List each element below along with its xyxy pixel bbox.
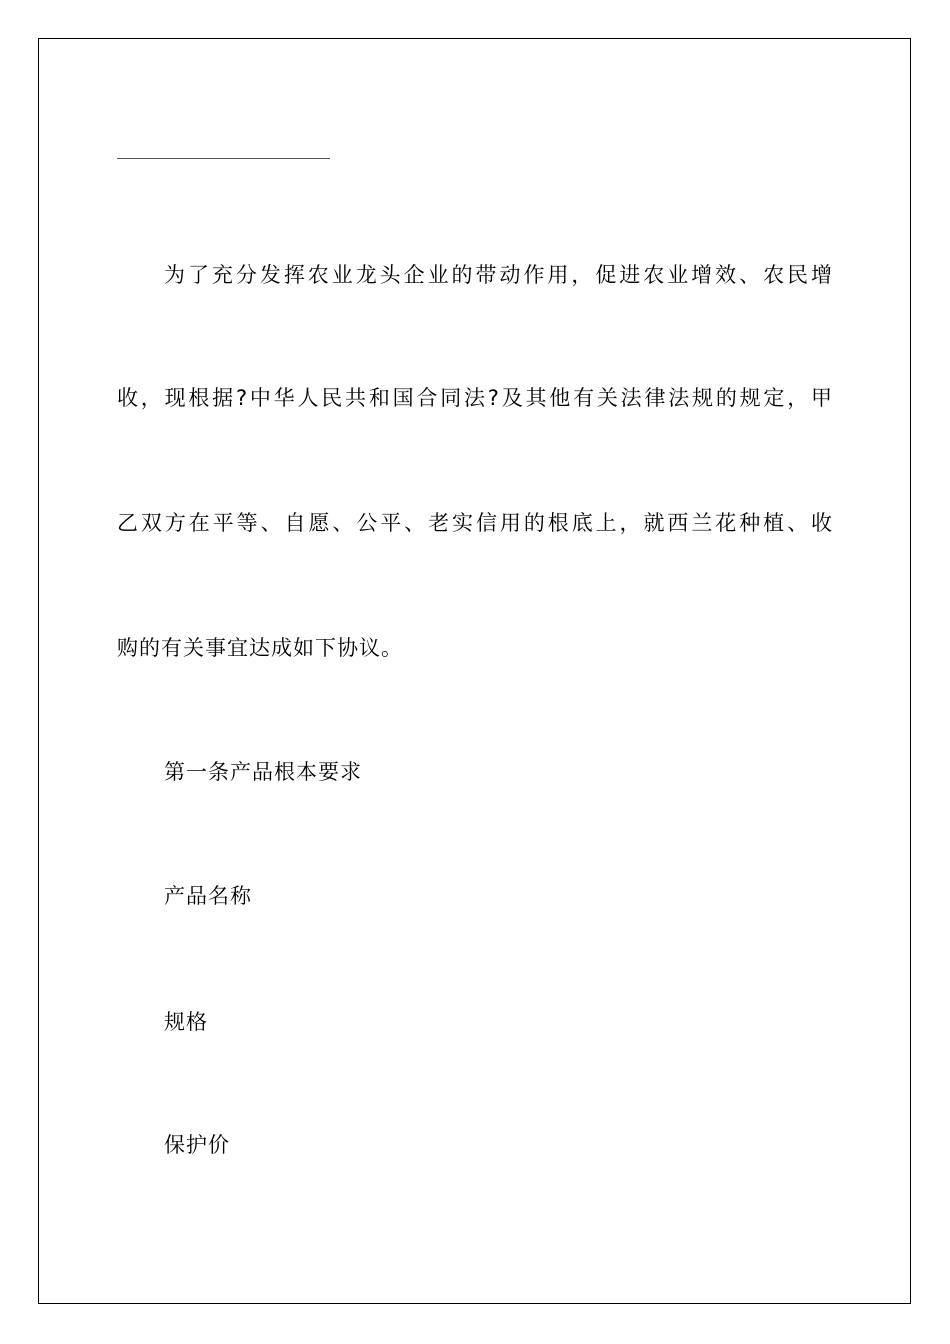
intro-line-4: 购的有关事宜达成如下协议。 [117, 636, 403, 660]
item-specification: 规格 [164, 1010, 208, 1034]
item-product-name: 产品名称 [164, 884, 252, 908]
item-protection-price: 保护价 [164, 1133, 230, 1157]
intro-line-3: 乙双方在平等、自愿、公平、老实信用的根底上，就西兰花种植、收 [117, 511, 833, 535]
intro-line-2: 收，现根据?中华人民共和国合同法?及其他有关法律法规的规定，甲 [117, 386, 833, 410]
article-heading: 第一条产品根本要求 [164, 760, 362, 784]
page-border [38, 38, 911, 1304]
intro-line-1: 为了充分发挥农业龙头企业的带动作用，促进农业增效、农民增 [164, 263, 833, 287]
blank-fill-line [117, 158, 330, 159]
